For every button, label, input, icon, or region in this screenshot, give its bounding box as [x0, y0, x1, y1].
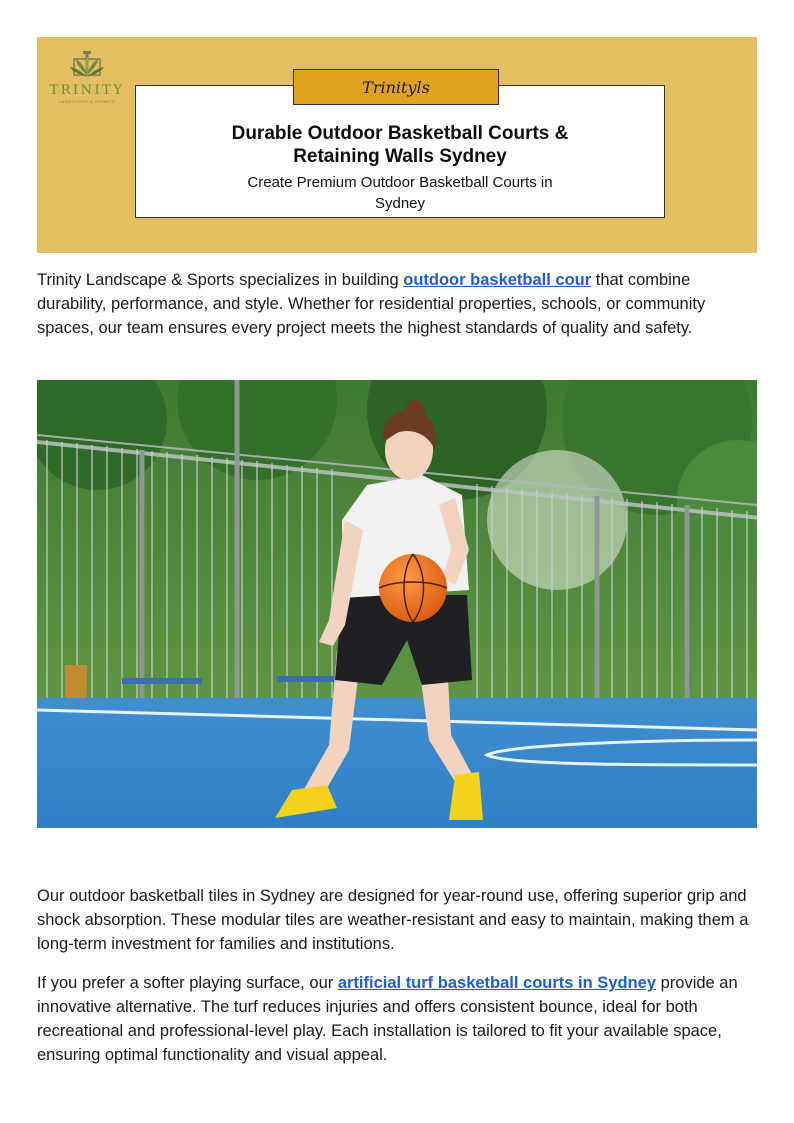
title-line-2: Retaining Walls Sydney — [293, 146, 507, 167]
subtitle-line-1: Create Premium Outdoor Basketball Courts in — [247, 174, 553, 191]
tiles-paragraph: Our outdoor basketball tiles in Sydney are designed for year-round use, offering superior grip and shock absorption. These modular tiles are weather-resistant and easy to maintain, making them a long-term investment for families and institutions. — [37, 887, 749, 953]
turf-text-after: provide an innovative alternative. The turf reduces injuries and offers consistent bounce, ideal for both recreational and professional-level play. Each installation is tailored to fit your available space, ensuring optimal functionality and visual appeal. — [37, 974, 738, 1064]
intro-paragraph — [37, 268, 759, 340]
trinity-leaf-icon — [62, 49, 112, 85]
page-subtitle — [136, 172, 664, 214]
header-banner — [37, 37, 757, 253]
logo-wordmark: TRINITY — [49, 83, 125, 98]
turf-paragraph — [37, 971, 759, 1067]
title-line-1: Durable Outdoor Basketball Courts & — [231, 123, 569, 144]
logo-tagline: LANDSCAPE & SPORTS — [58, 99, 116, 104]
outdoor-basketball-link[interactable]: outdoor basketball cour — [403, 271, 592, 289]
page-title — [136, 122, 664, 168]
intro-text-after: that combine durability, performance, and style. Whether for residential properties, schools, or community spaces, our team ensures every project meets the highest standards of quality and safety. — [37, 271, 706, 337]
intro-text-before: Trinity Landscape & Sports specializes in building — [37, 271, 404, 289]
artificial-turf-link[interactable]: artificial turf basketball courts in Sydney — [337, 974, 657, 992]
woman-dribbling-basketball-icon — [37, 380, 757, 828]
turf-text-before: If you prefer a softer playing surface, our — [37, 974, 338, 992]
brand-tag: Trinityls — [293, 69, 499, 105]
company-logo — [45, 49, 129, 119]
subtitle-line-2: Sydney — [374, 195, 426, 212]
basketball-photo — [37, 380, 757, 828]
